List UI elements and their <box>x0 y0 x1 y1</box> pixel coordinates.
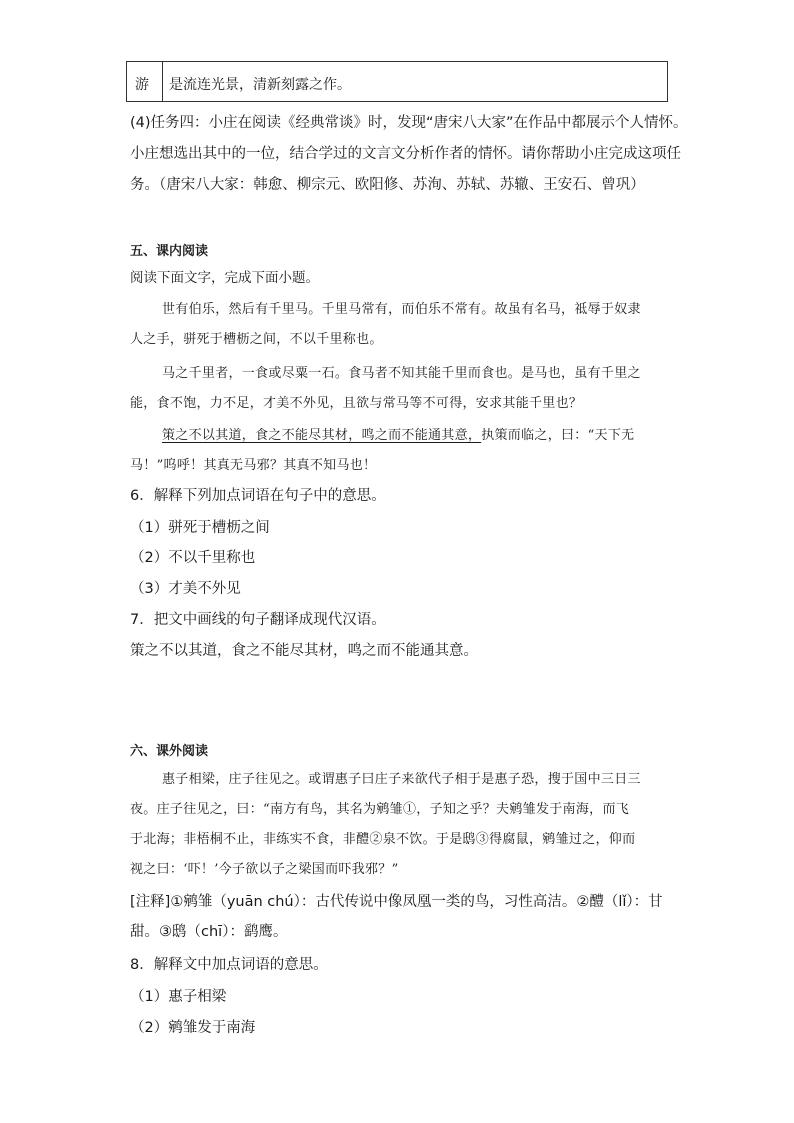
question-6: 6．解释下列加点词语在句子中的意思。 <box>130 488 386 504</box>
question-6-1: （1）骈死于槽枥之间 <box>130 520 270 536</box>
annotation-line1: [注释]①鹓雏（yuān chú）：古代传说中像凤凰一类的鸟，习性高洁。②醴（lǐ）：甘 <box>130 894 663 910</box>
table-cell-key: 游 <box>135 77 149 93</box>
question-6-2: （2）不以千里称也 <box>130 550 256 566</box>
s6-p-line4: 视之曰：‘吓！’今子欲以子之梁国而吓我邪？” <box>130 862 399 877</box>
task4-line1: (4)任务四：小庄在阅读《经典常谈》时，发现“唐宋八大家”在作品中都展示个人情怀。 <box>130 115 688 131</box>
section5-heading: 五、课内阅读 <box>130 244 209 259</box>
question-7: 7．把文中画线的句子翻译成现代汉语。 <box>130 612 386 628</box>
s5-p3-line1 <box>162 424 634 443</box>
question-8: 8．解释文中加点词语的意思。 <box>130 957 328 973</box>
question-7-sentence: 策之不以其道，食之不能尽其材，鸣之而不能通其意。 <box>130 643 478 659</box>
section6-heading: 六、课外阅读 <box>130 744 209 759</box>
underlined-sentence: 策之不以其道，食之不能尽其材，鸣之而不能通其意， <box>162 428 482 443</box>
s6-p-line2: 夜。庄子往见之，曰：“南方有鸟，其名为鹓雏①，子知之乎？夫鹓雏发于南海，而飞 <box>130 802 630 817</box>
s5-p2-line2: 能，食不饱，力不足，才美不外见，且欲与常马等不可得，安求其能千里也？ <box>130 396 583 411</box>
question-6-3: （3）才美不外见 <box>130 581 241 597</box>
task4-line3: 务。（唐宋八大家：韩愈、柳宗元、欧阳修、苏洵、苏轼、苏辙、王安石、曾巩） <box>130 177 645 193</box>
question-8-2: （2）鹓雏发于南海 <box>130 1020 256 1036</box>
section5-intro: 阅读下面文字，完成下面小题。 <box>130 270 319 286</box>
s5-p1-line1: 世有伯乐，然后有千里马。千里马常有，而伯乐不常有。故虽有名马，祗辱于奴隶 <box>162 302 641 317</box>
task4-line2: 小庄想选出其中的一位，结合学过的文言文分析作者的情怀。请你帮助小庄完成这项任 <box>130 146 681 162</box>
s5-p1-line2: 人之手，骈死于槽枥之间，不以千里称也。 <box>130 332 383 347</box>
cell-divider <box>162 62 163 101</box>
s5-p3-line2: 马！”呜呼！其真无马邪？其真不知马也！ <box>130 458 377 473</box>
table-cell-value: 是流连光景，清新刻露之作。 <box>169 77 351 93</box>
s5-p2-line1: 马之千里者，一食或尽粟一石。食马者不知其能千里而食也。是马也，虽有千里之 <box>162 366 641 381</box>
table-row <box>126 61 668 102</box>
s5-p3-rest: 执策而临之，曰：“天下无 <box>481 428 635 443</box>
question-8-1: （1）惠子相梁 <box>130 989 227 1005</box>
annotation-line2: 甜。③鸱（chī）：鹞鹰。 <box>130 924 288 940</box>
s6-p-line1: 惠子相梁，庄子往见之。或谓惠子曰庄子来欲代子相于是惠子恐，搜于国中三日三 <box>162 772 641 787</box>
s6-p-line3: 于北海；非梧桐不止，非练实不食，非醴②泉不饮。于是鸱③得腐鼠，鹓雏过之，仰而 <box>130 832 636 847</box>
